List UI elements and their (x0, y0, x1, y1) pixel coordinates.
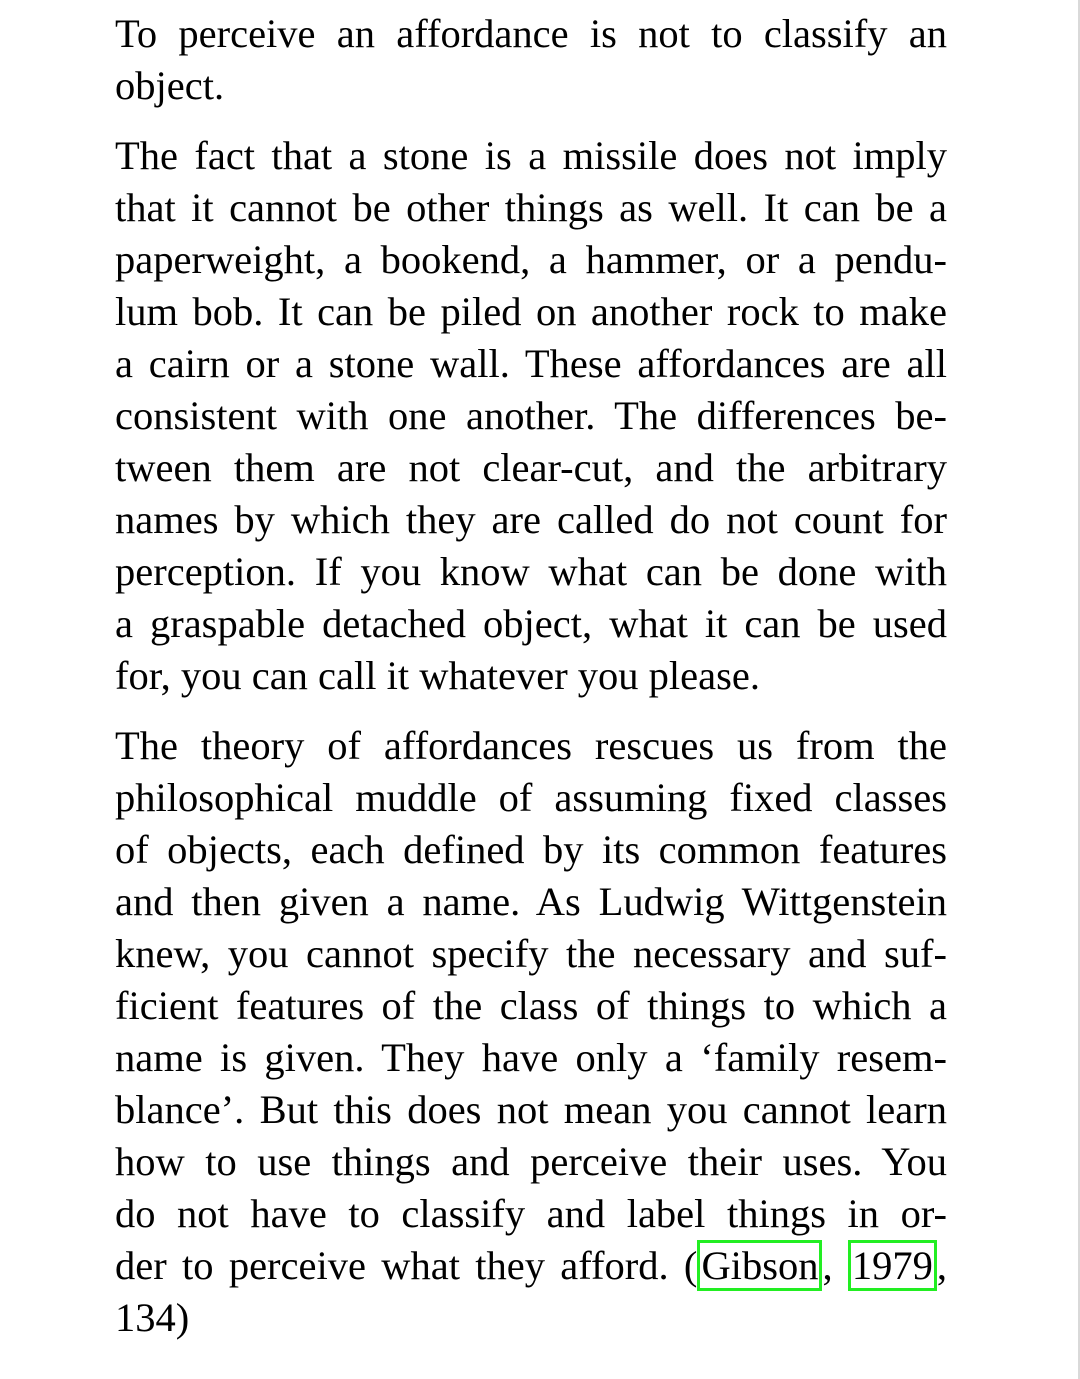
citation-separator: , (822, 1243, 848, 1288)
text-line: To perceive an affordance is not to classify an (115, 11, 947, 56)
text-line: The fact that a stone is a missile does not imply (115, 133, 947, 178)
text-line: names by which they are called do not count for (115, 497, 947, 542)
text-line: and then given a name. As Ludwig Wittgenstein (115, 879, 947, 924)
citation-text-before: der to perceive what they afford. ( (115, 1243, 698, 1288)
text-line: blance’. But this does not mean you cannot learn (115, 1087, 947, 1132)
text-line: object. (115, 63, 225, 108)
text-line: tween them are not clear-cut, and the arbitrary (115, 445, 947, 490)
citation-year-link[interactable]: 1979 (848, 1240, 937, 1291)
text-line: perception. If you know what can be done with (115, 549, 947, 594)
citation-line (115, 1240, 947, 1292)
text-column (115, 8, 947, 1362)
citation-author-link[interactable]: Gibson (697, 1240, 822, 1291)
text-line: of objects, each defined by its common features (115, 827, 947, 872)
text-line: name is given. They have only a ‘family resem- (115, 1035, 947, 1080)
text-line: that it cannot be other things as well. It can be a (115, 185, 947, 230)
text-line: ficient features of the class of things to which a (115, 983, 947, 1028)
text-line: do not have to classify and label things in or- (115, 1191, 947, 1236)
paragraph-2 (115, 130, 947, 702)
text-line: philosophical muddle of assuming fixed classes (115, 775, 947, 820)
citation-page-number: 134) (115, 1295, 190, 1340)
text-line: knew, you cannot specify the necessary and suf- (115, 931, 947, 976)
text-line: how to use things and perceive their uses. You (115, 1139, 947, 1184)
text-line: for, you can call it whatever you please. (115, 653, 760, 698)
paragraph-3 (115, 720, 947, 1344)
text-line: The theory of affordances rescues us from the (115, 723, 947, 768)
text-line: lum bob. It can be piled on another rock to make (115, 289, 947, 334)
text-line: consistent with one another. The differences be- (115, 393, 947, 438)
text-line: a graspable detached object, what it can be used (115, 601, 947, 646)
text-line: paperweight, a bookend, a hammer, or a pendu- (115, 237, 947, 282)
citation-text-after: , (936, 1243, 948, 1288)
paragraph-1 (115, 8, 947, 112)
text-line: a cairn or a stone wall. These affordances are all (115, 341, 947, 386)
